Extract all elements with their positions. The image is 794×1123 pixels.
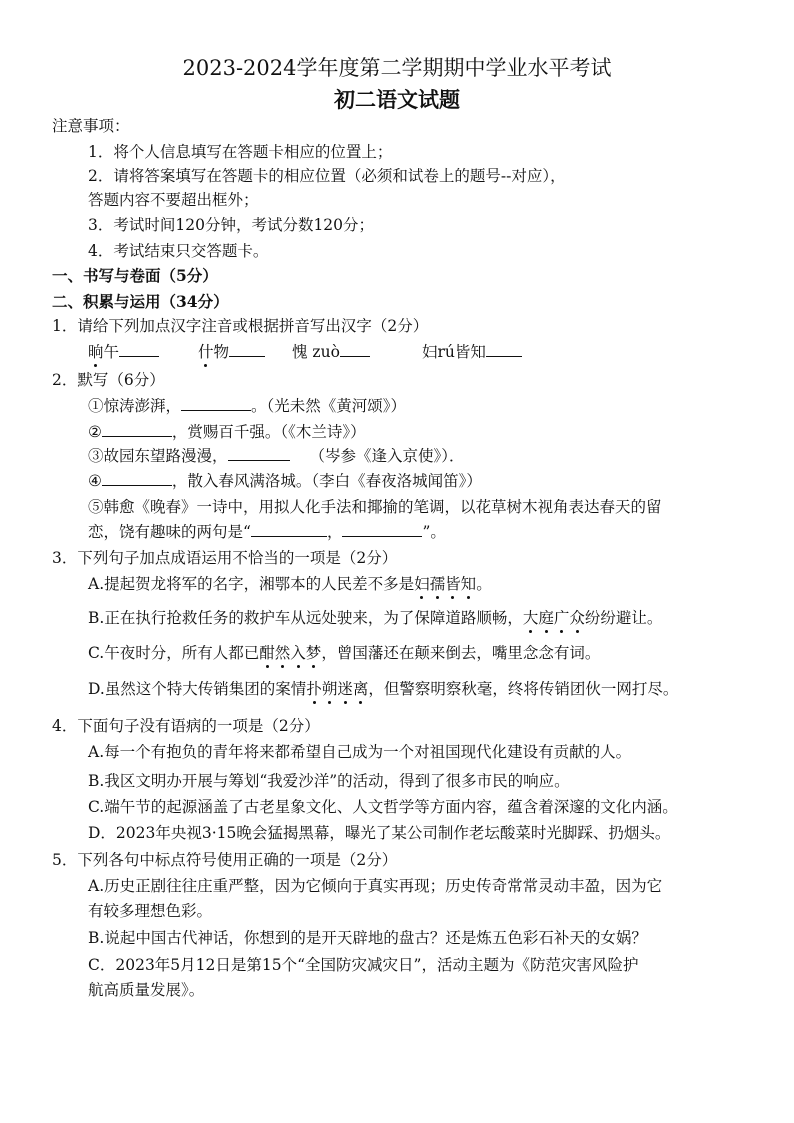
answer-blank[interactable] [228,446,290,461]
answer-blank[interactable] [340,342,370,357]
answer-blank[interactable] [102,422,172,437]
question-5-stem: 5．下列各句中标点符号使用正确的一项是（2分） [52,851,398,869]
question-5-option-a-cont: 有较多理想色彩。 [88,902,213,920]
dotted-char: 皆 [445,575,461,593]
question-2-line-5: ⑤韩愈《晚春》一诗中，用拟人化手法和揶揄的笔调，以花草树木视角表达春天的留 [88,498,662,516]
dotted-char: 扑 [306,680,322,698]
dotted-char: 知 [460,575,477,593]
question-4-option-c: C.端午节的起源涵盖了古老星象文化、人文哲学等方面内容，蕴含着深邃的文化内涵。 [88,798,678,816]
question-4-option-b: B.我区文明办开展与筹划“我爱沙洋”的活动，得到了很多市民的响应。 [88,772,570,790]
answer-blank[interactable] [229,342,265,357]
section-1-heading: 一、书写与卷面（5分） [52,266,218,285]
dotted-char: 然 [274,644,291,662]
question-1-item-4: 妇rú皆知 [422,342,522,362]
answer-blank[interactable] [486,342,522,357]
dotted-char: 众 [569,609,585,627]
dotted-char: 晌 [88,343,104,361]
dotted-char: 妇 [414,575,430,593]
question-2-line-2: ② ，赏赐百千强。（《木兰诗》） [88,423,366,441]
note-item-4: 4．考试结束只交答题卡。 [88,242,269,260]
answer-blank[interactable] [102,471,172,486]
question-3-option-c: C.午夜时分，所有人都已酣然入梦，曾国藩还在颠来倒去，嘴里念念有词。 [88,644,601,662]
question-2-line-4: ④ ，散入春风满洛城。（李白《春夜洛城闻笛》） [88,472,482,490]
question-3-option-d: D.虽然这个特大传销集团的案情扑朔迷离，但警察明察秋毫，终将传销团伙一网打尽。 [88,680,679,698]
dotted-char: 梦 [305,644,322,662]
question-1-item-2: 什物 [198,342,265,362]
question-1-stem: 1．请给下列加点汉字注音或根据拼音写出汉字（2分） [52,317,429,335]
question-4-option-d: D．2023年央视3·15晚会猛揭黑幕，曝光了某公司制作老坛酸菜时光脚踩、扔烟头。 [88,824,671,842]
dotted-char: 庭 [538,609,554,627]
exam-subtitle: 初二语文试题 [334,87,460,112]
dotted-char: 什 [198,343,214,361]
question-5-option-b: B.说起中国古代神话，你想到的是开天辟地的盘古？还是炼五色彩石补天的女娲？ [88,929,647,947]
note-item-2-cont: 答题内容不要超出框外； [88,191,259,209]
dotted-char: 朔 [321,680,338,698]
question-3-option-b: B.正在执行抢救任务的救护车从远处驶来，为了保障道路顺畅，大庭广众纷纷避让。 [88,609,663,627]
answer-blank[interactable] [251,522,327,537]
dotted-char: 入 [290,644,306,662]
dotted-char: 广 [553,609,570,627]
dotted-char: 迷 [337,680,353,698]
question-5-option-a: A.历史正剧往往庄重严整，因为它倾向于真实再现；历史传奇常常灵动丰盈，因为它 [88,877,663,895]
answer-blank[interactable] [342,522,422,537]
question-3-stem: 3．下列句子加点成语运用不恰当的一项是（2分） [52,549,398,567]
note-item-1: 1．将个人信息填写在答题卡相应的位置上； [88,143,393,161]
dotted-char: 离 [352,680,369,698]
dotted-char: 酣 [259,644,275,662]
dotted-char: 孺 [429,575,446,593]
question-5-option-c: C．2023年5月12日是第15个“全国防灾减灾日”，活动主题为《防范灾害风险护 [88,956,639,974]
question-2-stem: 2．默写（6分） [52,371,165,389]
question-5-option-c-cont: 航高质量发展》。 [88,981,205,999]
question-2-line-1: ①惊涛澎湃， 。（光未然《黄河颂》） [88,397,407,415]
dotted-char: 大 [522,609,539,627]
section-2-heading: 二、积累与运用（34分） [52,292,229,311]
question-3-option-a: A.提起贺龙将军的名字，湘鄂本的人民差不多是妇孺皆知。 [88,575,492,593]
answer-blank[interactable] [181,396,251,411]
question-4-option-a: A.每一个有抱负的青年将来都希望自己成为一个对祖国现代化建设有贡献的人。 [88,743,632,761]
notes-heading: 注意事项： [52,117,130,135]
question-1-item-3: 愧 zuò [292,342,370,362]
question-4-stem: 4．下面句子没有语病的一项是（2分） [52,717,320,735]
answer-blank[interactable] [119,342,159,357]
question-2-line-5-cont: 恋，饶有趣味的两句是“ ， ”。 [88,523,446,541]
note-item-2: 2．请将答案填写在答题卡的相应位置（必须和试卷上的题号--对应）， [88,167,566,185]
question-2-line-3: ③故园东望路漫漫， （岑参《逢入京使》）． [88,447,465,465]
question-1-item-1: 晌午 [88,342,159,362]
exam-title: 2023-2024学年度第二学期期中学业水平考试 [182,56,612,80]
note-item-3: 3．考试时间120分钟，考试分数120分； [88,216,375,234]
